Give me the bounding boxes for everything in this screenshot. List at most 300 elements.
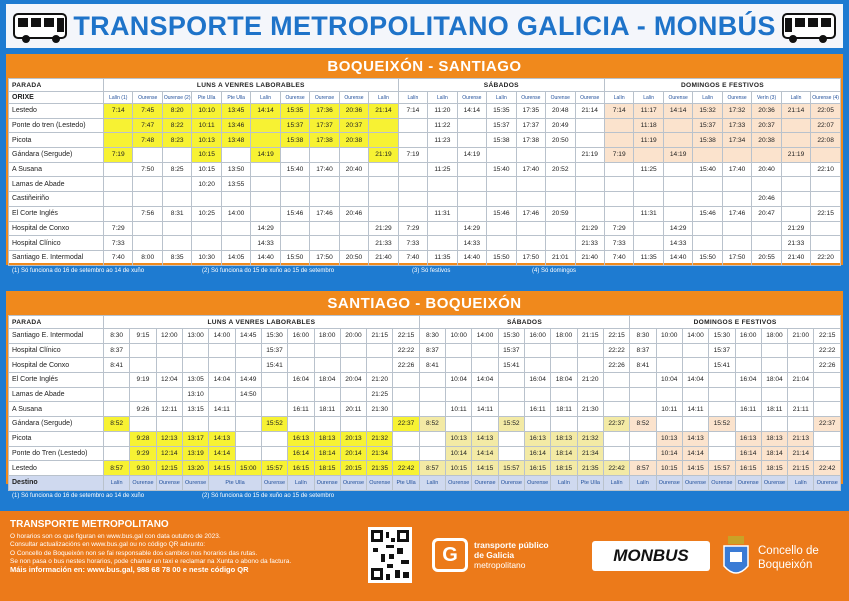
time-cell [457, 162, 486, 177]
stop-name: Hospital de Conxo [9, 358, 104, 373]
parada-header: PARADA [9, 79, 104, 92]
time-cell: 22:37 [814, 417, 841, 432]
time-cell [634, 148, 663, 163]
time-cell: 15:46 [487, 206, 516, 221]
time-cell: 18:15 [551, 461, 577, 476]
time-cell [546, 148, 575, 163]
time-cell: 20:50 [546, 133, 575, 148]
destination-cell: Lalín [630, 475, 656, 490]
origin-cell: Lalín [634, 92, 663, 104]
time-cell: 8:37 [630, 343, 656, 358]
time-cell: 17:35 [516, 104, 545, 119]
time-cell: 13:46 [221, 118, 250, 133]
time-cell: 21:33 [369, 236, 398, 251]
time-cell: 17:32 [722, 104, 751, 119]
time-cell [104, 177, 133, 192]
time-cell: 15:30 [261, 329, 287, 344]
time-cell: 14:19 [251, 148, 280, 163]
time-cell [310, 236, 339, 251]
time-cell: 9:26 [130, 402, 156, 417]
origin-cell: Lalín [428, 92, 457, 104]
time-cell [604, 118, 633, 133]
time-cell: 13:45 [221, 104, 250, 119]
time-cell: 11:31 [634, 206, 663, 221]
time-cell: 9:28 [130, 431, 156, 446]
stop-name: Gándara (Sergude) [9, 417, 104, 432]
table-row [9, 329, 841, 344]
time-cell [577, 358, 603, 373]
time-cell [162, 221, 191, 236]
time-cell [546, 192, 575, 207]
time-cell: 14:14 [663, 104, 692, 119]
destination-cell: Lalín [603, 475, 629, 490]
time-cell [156, 358, 182, 373]
time-cell: 7:33 [604, 236, 633, 251]
time-cell [133, 177, 162, 192]
time-cell: 14:14 [457, 104, 486, 119]
table-row [9, 236, 841, 251]
logo-text: metropolitano [474, 560, 526, 570]
time-cell: 13:17 [182, 431, 208, 446]
time-cell [761, 343, 787, 358]
time-cell: 7:29 [398, 221, 427, 236]
time-cell [339, 221, 368, 236]
time-cell [280, 148, 309, 163]
time-cell: 21:40 [781, 250, 810, 265]
time-cell [192, 236, 221, 251]
time-cell [656, 417, 682, 432]
destination-cell: Ourense [682, 475, 708, 490]
time-cell: 13:15 [182, 402, 208, 417]
time-cell: 18:14 [761, 446, 787, 461]
time-cell: 21:15 [788, 461, 814, 476]
time-cell: 20:46 [339, 206, 368, 221]
time-cell [182, 358, 208, 373]
time-cell: 10:00 [656, 329, 682, 344]
time-cell [498, 402, 524, 417]
time-cell: 20:00 [340, 329, 366, 344]
time-cell [577, 387, 603, 402]
origin-cell: Ourense [516, 92, 545, 104]
time-cell [446, 358, 472, 373]
time-cell [209, 387, 235, 402]
time-cell [419, 387, 445, 402]
time-cell [251, 206, 280, 221]
time-cell [340, 387, 366, 402]
table-row [9, 387, 841, 402]
time-cell: 21:11 [788, 402, 814, 417]
time-cell [398, 177, 427, 192]
time-cell [722, 192, 751, 207]
time-cell [235, 343, 261, 358]
origin-cell: Ourense [722, 92, 751, 104]
time-cell: 21:33 [575, 236, 604, 251]
time-cell [788, 387, 814, 402]
time-cell [457, 192, 486, 207]
destination-cell: Ourense [735, 475, 761, 490]
time-cell: 13:20 [182, 461, 208, 476]
time-cell [814, 387, 841, 402]
time-cell [604, 206, 633, 221]
time-cell: 18:13 [761, 431, 787, 446]
time-cell: 14:00 [682, 329, 708, 344]
time-cell [104, 118, 133, 133]
time-cell: 8:57 [630, 461, 656, 476]
destination-cell: Ourense [814, 475, 841, 490]
time-cell: 21:01 [546, 250, 575, 265]
destination-cell: Ourense [261, 475, 287, 490]
time-cell [693, 236, 722, 251]
time-cell [104, 373, 130, 388]
time-cell: 21:30 [367, 402, 393, 417]
time-cell: 7:50 [133, 162, 162, 177]
time-cell [340, 417, 366, 432]
time-cell: 10:20 [192, 177, 221, 192]
time-cell [209, 358, 235, 373]
time-cell: 10:00 [446, 329, 472, 344]
time-cell: 8:20 [162, 104, 191, 119]
time-cell [428, 148, 457, 163]
time-cell: 14:33 [457, 236, 486, 251]
time-cell [575, 118, 604, 133]
stop-name: A Susana [9, 402, 104, 417]
time-cell [457, 206, 486, 221]
time-cell [235, 358, 261, 373]
time-cell: 21:29 [575, 221, 604, 236]
time-cell: 15:57 [498, 461, 524, 476]
time-cell [634, 236, 663, 251]
footer-info [10, 533, 291, 574]
time-cell: 20:13 [340, 431, 366, 446]
time-cell: 22:37 [603, 417, 629, 432]
time-cell [428, 236, 457, 251]
table-row [9, 118, 841, 133]
time-cell [472, 358, 498, 373]
time-cell [752, 148, 781, 163]
time-cell [288, 343, 314, 358]
footnote: (3) Só festivos [412, 268, 451, 274]
time-cell: 11:35 [634, 250, 663, 265]
time-cell: 14:05 [221, 250, 250, 265]
time-cell [603, 431, 629, 446]
time-cell: 7:29 [604, 221, 633, 236]
time-cell [709, 431, 735, 446]
table-row [9, 358, 841, 373]
destination-label: Destino [9, 475, 104, 490]
time-cell: 22:42 [814, 461, 841, 476]
page-title: TRANSPORTE METROPOLITANO GALICIA - MONBÚS [73, 10, 776, 41]
time-cell: 15:52 [498, 417, 524, 432]
time-cell [261, 446, 287, 461]
time-cell: 8:41 [630, 358, 656, 373]
time-cell [182, 417, 208, 432]
time-cell: 18:00 [314, 329, 340, 344]
day-group-header: DOMINGOS E FESTIVOS [630, 316, 841, 329]
time-cell: 12:00 [156, 329, 182, 344]
time-cell [663, 192, 692, 207]
time-cell [457, 177, 486, 192]
footer-title: TRANSPORTE METROPOLITANO [10, 519, 169, 530]
origin-cell: Lalín [398, 92, 427, 104]
time-cell: 16:04 [288, 373, 314, 388]
time-cell: 14:14 [251, 104, 280, 119]
time-cell: 21:40 [575, 250, 604, 265]
time-cell: 11:18 [634, 118, 663, 133]
time-cell: 12:04 [156, 373, 182, 388]
time-cell: 17:37 [310, 118, 339, 133]
time-cell [634, 177, 663, 192]
destination-cell: Ourense [367, 475, 393, 490]
timetable-boqueixon-santiago [6, 54, 843, 265]
info-line: O horarios son os que figuran en www.bus.gal con data outubro de 2023. [10, 533, 221, 540]
time-cell: 8:00 [133, 250, 162, 265]
time-cell [367, 417, 393, 432]
time-cell: 8:30 [104, 329, 130, 344]
time-cell: 16:11 [525, 402, 551, 417]
time-cell [369, 192, 398, 207]
parada-header: PARADA [9, 316, 104, 329]
time-cell: 15:35 [280, 104, 309, 119]
time-cell: 7:29 [104, 221, 133, 236]
time-cell: 14:15 [209, 461, 235, 476]
origin-cell: Lalín [487, 92, 516, 104]
destination-cell: Lalín [788, 475, 814, 490]
table-row [9, 148, 841, 163]
time-cell [814, 431, 841, 446]
time-cell [551, 343, 577, 358]
time-cell: 10:11 [656, 402, 682, 417]
time-cell: 22:22 [393, 343, 419, 358]
time-cell [781, 133, 810, 148]
time-cell: 21:19 [369, 148, 398, 163]
time-cell [393, 402, 419, 417]
table-title: BOQUEIXÓN - SANTIAGO [8, 56, 841, 78]
time-cell: 21:20 [577, 373, 603, 388]
stop-name: Lamas de Abade [9, 387, 104, 402]
time-cell: 16:14 [735, 446, 761, 461]
time-cell: 7:19 [604, 148, 633, 163]
time-cell [367, 358, 393, 373]
time-cell [314, 387, 340, 402]
time-cell [104, 133, 133, 148]
time-cell: 22:15 [814, 329, 841, 344]
stop-name: Hospital de Conxo [9, 221, 104, 236]
table-row [9, 192, 841, 207]
time-cell [104, 192, 133, 207]
time-cell: 10:15 [656, 461, 682, 476]
destination-cell: Ourense [656, 475, 682, 490]
time-cell: 16:04 [525, 373, 551, 388]
time-cell [104, 162, 133, 177]
logo-text: transporte público [474, 540, 549, 550]
time-cell [693, 192, 722, 207]
bus-icon [12, 10, 72, 44]
time-cell [663, 133, 692, 148]
time-cell: 17:50 [722, 250, 751, 265]
time-cell: 20:38 [752, 133, 781, 148]
time-cell: 22:22 [603, 343, 629, 358]
time-cell: 8:22 [162, 118, 191, 133]
time-cell [693, 221, 722, 236]
time-cell: 17:33 [722, 118, 751, 133]
time-cell: 10:13 [192, 133, 221, 148]
time-cell: 11:25 [634, 162, 663, 177]
time-cell [575, 177, 604, 192]
time-cell [280, 192, 309, 207]
time-cell: 15:37 [709, 343, 735, 358]
time-cell: 13:55 [221, 177, 250, 192]
time-cell [752, 177, 781, 192]
day-group-header: LUNS A VENRES LABORABLES [104, 316, 420, 329]
time-cell [340, 343, 366, 358]
info-line: Máis información en: www.bus.gal, 988 68 78 00 e neste código QR [10, 565, 249, 575]
time-cell [781, 118, 810, 133]
table-row [9, 431, 841, 446]
time-cell [340, 358, 366, 373]
time-cell: 21:19 [575, 148, 604, 163]
time-cell [339, 148, 368, 163]
time-cell [310, 192, 339, 207]
destination-cell: Lalín [419, 475, 445, 490]
time-cell [209, 343, 235, 358]
time-cell [709, 402, 735, 417]
time-cell [735, 343, 761, 358]
time-cell [693, 148, 722, 163]
time-cell [525, 417, 551, 432]
time-cell: 22:42 [393, 461, 419, 476]
time-cell [656, 343, 682, 358]
origin-cell: Lalín [604, 92, 633, 104]
time-cell: 22:15 [603, 329, 629, 344]
time-cell: 21:19 [781, 148, 810, 163]
time-cell: 14:15 [472, 461, 498, 476]
time-cell [781, 206, 810, 221]
logo-text: de Galicia [474, 550, 515, 560]
time-cell [104, 387, 130, 402]
time-cell [398, 162, 427, 177]
table-row [9, 250, 841, 265]
time-cell: 11:19 [634, 133, 663, 148]
time-cell: 10:13 [656, 431, 682, 446]
time-cell: 8:30 [419, 329, 445, 344]
time-cell: 9:30 [130, 461, 156, 476]
time-cell: 20:55 [752, 250, 781, 265]
time-cell: 13:05 [182, 373, 208, 388]
time-cell [446, 387, 472, 402]
time-cell [525, 358, 551, 373]
time-cell: 17:37 [516, 118, 545, 133]
time-cell: 11:23 [428, 133, 457, 148]
time-cell: 18:14 [314, 446, 340, 461]
time-cell [280, 177, 309, 192]
time-cell [221, 148, 250, 163]
stop-name: Ponte do tren (Lestedo) [9, 118, 104, 133]
time-cell [133, 148, 162, 163]
time-cell: 14:50 [235, 387, 261, 402]
time-cell: 7:33 [104, 236, 133, 251]
time-cell: 14:13 [209, 431, 235, 446]
destination-cell: Pte Ulla [577, 475, 603, 490]
info-line: O Concello de Boqueixón non se fai responsable dos cambios nos horarios das rutas. [10, 549, 258, 557]
time-cell: 17:50 [516, 250, 545, 265]
time-cell [603, 446, 629, 461]
origin-cell: Ourense [133, 92, 162, 104]
time-cell [472, 387, 498, 402]
time-cell [781, 162, 810, 177]
time-cell [393, 373, 419, 388]
time-cell: 13:19 [182, 446, 208, 461]
time-cell [419, 431, 445, 446]
origin-cell: Pte Ulla [192, 92, 221, 104]
time-cell [487, 148, 516, 163]
time-cell: 14:33 [251, 236, 280, 251]
time-cell: 7:14 [604, 104, 633, 119]
time-cell [722, 236, 751, 251]
destination-cell: Ourense [182, 475, 208, 490]
time-cell: 12:14 [156, 446, 182, 461]
qr-code-icon[interactable] [368, 527, 412, 583]
stop-name: Picota [9, 133, 104, 148]
time-cell: 21:25 [367, 387, 393, 402]
time-cell: 21:40 [369, 250, 398, 265]
time-cell: 21:33 [781, 236, 810, 251]
footnote: (1) Só funciona do 16 de setembro ao 14 de xuño [12, 493, 145, 499]
time-cell: 15:41 [261, 358, 287, 373]
time-cell [811, 148, 841, 163]
time-cell: 22:07 [811, 118, 841, 133]
time-cell: 13:00 [182, 329, 208, 344]
time-cell: 21:29 [369, 221, 398, 236]
time-cell: 21:15 [577, 329, 603, 344]
time-cell: 21:04 [788, 373, 814, 388]
time-cell: 7:33 [398, 236, 427, 251]
time-cell [693, 177, 722, 192]
time-cell [130, 387, 156, 402]
time-cell [472, 417, 498, 432]
time-cell [156, 417, 182, 432]
time-cell: 17:50 [310, 250, 339, 265]
time-cell: 18:00 [761, 329, 787, 344]
time-cell: 14:11 [682, 402, 708, 417]
time-cell: 15:52 [261, 417, 287, 432]
time-cell: 15:37 [693, 118, 722, 133]
origin-cell: Ourense [280, 92, 309, 104]
time-cell: 11:20 [428, 104, 457, 119]
time-cell [133, 236, 162, 251]
origin-cell: Ourense [457, 92, 486, 104]
destination-cell: Lalín [104, 475, 130, 490]
time-cell [369, 162, 398, 177]
time-cell [457, 118, 486, 133]
time-cell: 8:52 [419, 417, 445, 432]
time-cell: 20:36 [752, 104, 781, 119]
footnote: (2) Só funciona do 15 de xuño ao 15 de setembro [202, 268, 335, 274]
time-cell [551, 387, 577, 402]
time-cell: 8:23 [162, 133, 191, 148]
day-group-header: SÁBADOS [398, 79, 604, 92]
time-cell [235, 431, 261, 446]
table-row [9, 133, 841, 148]
time-cell [369, 118, 398, 133]
time-cell: 22:15 [811, 206, 841, 221]
time-cell [663, 162, 692, 177]
time-cell [369, 206, 398, 221]
time-cell: 18:14 [551, 446, 577, 461]
time-cell [192, 192, 221, 207]
time-cell [752, 236, 781, 251]
time-cell [261, 431, 287, 446]
time-cell [314, 417, 340, 432]
